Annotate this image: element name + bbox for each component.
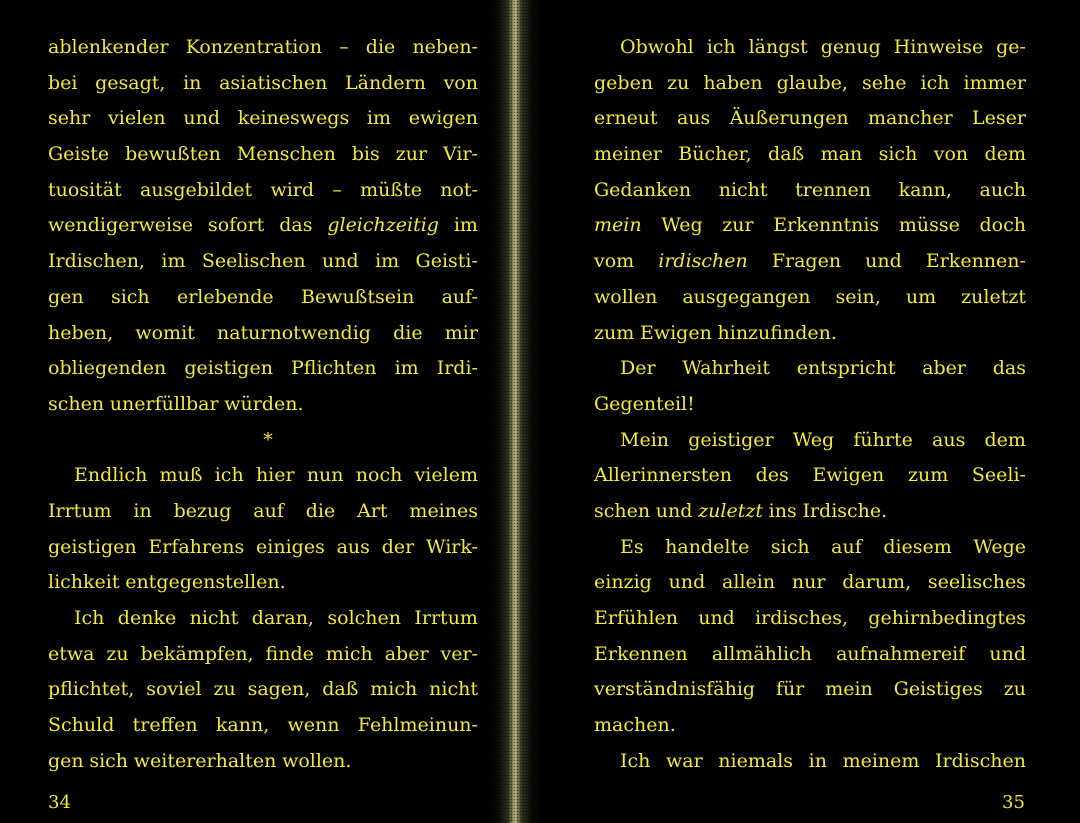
right-page-number: 35 xyxy=(1002,792,1025,813)
word: aber xyxy=(922,357,967,380)
italic-word: mein xyxy=(594,214,642,237)
word: und xyxy=(668,571,706,594)
word: neben- xyxy=(412,36,478,58)
word: auch xyxy=(979,178,1026,201)
text-line xyxy=(48,423,478,459)
word: zu xyxy=(213,678,236,701)
text-line xyxy=(48,351,478,387)
word: Irrtum xyxy=(414,607,478,629)
word: Ewigen xyxy=(639,321,712,344)
text-line xyxy=(48,637,478,673)
word: nicht xyxy=(189,607,239,629)
book-gutter xyxy=(486,0,544,823)
word: nun xyxy=(306,464,344,487)
word: ge- xyxy=(996,36,1026,58)
italic-word: gleichzeitig xyxy=(327,214,439,237)
word: Vir- xyxy=(443,143,478,166)
word: vom xyxy=(594,250,635,273)
word: seelisches xyxy=(927,571,1026,594)
word: ins xyxy=(768,499,797,522)
word: Wahrheit xyxy=(682,357,771,380)
word: daß xyxy=(322,678,359,701)
word: sofort xyxy=(207,214,265,237)
word: Geisti- xyxy=(415,250,478,273)
word: allein xyxy=(722,571,776,594)
word: entgegenstellen. xyxy=(125,571,286,594)
word: schen xyxy=(594,499,651,522)
text-line xyxy=(594,601,1026,637)
text-line xyxy=(594,708,1026,744)
word: die xyxy=(305,499,336,522)
text-line xyxy=(48,387,478,423)
word: in xyxy=(133,499,152,522)
word: solchen xyxy=(327,607,401,629)
word: ausgebildet xyxy=(140,178,253,201)
right-page-text xyxy=(594,30,1026,779)
word: gen xyxy=(48,285,84,308)
word: Menschen xyxy=(236,143,336,166)
word: daran, xyxy=(251,607,314,629)
word: sehe xyxy=(861,71,907,94)
word: die xyxy=(365,36,396,58)
word: ver- xyxy=(440,642,478,665)
word: denke xyxy=(117,607,177,629)
word: sein, xyxy=(835,285,881,308)
word: trennen xyxy=(795,178,872,201)
word: etwa xyxy=(48,642,95,665)
word: aber xyxy=(384,642,429,665)
word: verständnisfähig xyxy=(594,678,756,701)
word: man xyxy=(820,143,863,166)
word: – xyxy=(332,178,342,201)
word: war xyxy=(666,749,703,772)
word: Pflichten xyxy=(290,357,377,380)
word: auf xyxy=(831,535,862,558)
word: pflichtet, xyxy=(48,678,135,701)
word: zu xyxy=(1003,678,1026,701)
word: ablenkender xyxy=(48,36,169,58)
word: sich xyxy=(878,143,918,166)
word: zu xyxy=(667,71,690,94)
text-line xyxy=(48,280,478,316)
word: im xyxy=(161,250,186,273)
word: geben xyxy=(594,71,654,94)
word: kann, xyxy=(215,714,270,737)
word: vielem xyxy=(414,464,478,487)
word: Endlich xyxy=(74,464,148,487)
word: – xyxy=(339,36,349,58)
word: mich xyxy=(370,678,418,701)
word: von xyxy=(933,143,969,166)
word: doch xyxy=(979,214,1026,237)
word: ich xyxy=(214,464,244,487)
text-line xyxy=(48,30,478,66)
word: soviel xyxy=(146,678,202,701)
word: sagen, xyxy=(247,678,311,701)
text-line xyxy=(48,316,478,352)
text-line xyxy=(594,30,1026,66)
word: Mein xyxy=(620,428,670,451)
word: bekämpfen, xyxy=(140,642,254,665)
word: Äußerungen xyxy=(729,107,849,130)
word: Wege xyxy=(973,535,1026,558)
word: um xyxy=(905,285,937,308)
word: Seeli- xyxy=(971,464,1026,487)
word: ich xyxy=(920,71,950,94)
text-line xyxy=(594,565,1026,601)
word: aus xyxy=(336,535,370,558)
word: Ewigen xyxy=(812,464,885,487)
word: entspricht xyxy=(796,357,896,380)
word: Art xyxy=(357,499,388,522)
word: in xyxy=(808,749,827,772)
word: Erkennen- xyxy=(925,250,1026,273)
word: wendigerweise xyxy=(48,214,194,237)
word: sich xyxy=(110,285,150,308)
word: Irrtum xyxy=(48,499,112,522)
word: einzig xyxy=(594,571,652,594)
word: Erkennen xyxy=(594,642,688,665)
word: einiges xyxy=(256,535,325,558)
word: nur xyxy=(791,571,826,594)
word: womit xyxy=(135,321,195,344)
word: Erfahrens xyxy=(148,535,245,558)
word: immer xyxy=(963,71,1026,94)
word: Wirk- xyxy=(426,535,478,558)
text-line xyxy=(594,494,1026,530)
word: Irdischen xyxy=(935,749,1026,772)
text-line xyxy=(594,744,1026,780)
text-line xyxy=(48,494,478,530)
word: mein xyxy=(825,678,873,701)
word: Irdi- xyxy=(436,357,478,380)
word: wollen. xyxy=(282,749,352,772)
word: wollen xyxy=(594,285,658,308)
word: nicht xyxy=(429,678,478,701)
word: aus xyxy=(932,428,966,451)
word: mancher xyxy=(867,107,953,130)
word: obliegenden xyxy=(48,357,167,380)
word: Irdischen, xyxy=(48,250,145,273)
text-line xyxy=(48,173,478,209)
text-line xyxy=(48,744,478,780)
word: noch xyxy=(355,464,403,487)
word: geistigen xyxy=(48,535,137,558)
word: Es xyxy=(620,535,644,558)
word: muß xyxy=(159,464,203,487)
text-line xyxy=(594,316,1026,352)
word: vielen xyxy=(108,107,166,130)
word: erneut xyxy=(594,107,658,130)
word: hier xyxy=(255,464,295,487)
word: und xyxy=(865,250,902,273)
text-line xyxy=(594,66,1026,102)
word: das xyxy=(992,357,1026,380)
word: des xyxy=(755,464,789,487)
text-line xyxy=(48,244,478,280)
word: meinem xyxy=(842,749,920,772)
word: auf- xyxy=(441,285,478,308)
word: aus xyxy=(676,107,711,130)
word: Ländern xyxy=(345,71,426,94)
word: machen. xyxy=(594,714,676,737)
left-page-number: 34 xyxy=(48,792,71,813)
word: zuletzt xyxy=(961,285,1026,308)
word: von xyxy=(443,71,478,94)
word: handelte xyxy=(665,535,750,558)
word: bewußten xyxy=(125,143,221,166)
word: müsse xyxy=(898,214,960,237)
word: weitererhalten xyxy=(133,749,277,772)
word: müßte xyxy=(360,178,422,201)
word: und xyxy=(989,642,1026,665)
word: irdisches, xyxy=(755,607,849,629)
word: bis xyxy=(351,143,380,166)
word: not- xyxy=(440,178,478,201)
word: zur xyxy=(395,143,428,166)
word: gehirnbedingtes xyxy=(868,607,1026,629)
text-line xyxy=(48,565,478,601)
word: für xyxy=(775,678,805,701)
word: zur xyxy=(722,214,754,237)
word: längst xyxy=(748,36,808,58)
word: darum, xyxy=(842,571,912,594)
italic-word: irdischen xyxy=(658,250,748,273)
word: Geiste xyxy=(48,143,110,166)
word: Ich xyxy=(74,607,105,629)
word: und xyxy=(698,607,735,629)
word: aufnahmereif xyxy=(836,642,966,665)
word: hinzufinden. xyxy=(717,321,837,344)
word: in xyxy=(183,71,202,94)
word: zum xyxy=(594,321,635,344)
word: Erfühlen xyxy=(594,607,679,629)
word: dem xyxy=(984,428,1026,451)
word: bezug xyxy=(173,499,232,522)
word: die xyxy=(393,321,423,344)
text-line xyxy=(48,458,478,494)
word: würden. xyxy=(224,392,304,415)
text-line xyxy=(594,637,1026,673)
word: und xyxy=(183,107,220,130)
word: finde xyxy=(265,642,314,665)
word: Der xyxy=(620,357,656,380)
word: sehr xyxy=(48,107,91,130)
word: Fragen xyxy=(771,250,842,273)
word: schen xyxy=(48,392,105,415)
word: mich xyxy=(325,642,373,665)
text-line xyxy=(594,244,1026,280)
word: ewigen xyxy=(408,107,478,130)
word: glaube, xyxy=(776,71,848,94)
text-line xyxy=(48,530,478,566)
word: niemals xyxy=(718,749,794,772)
word: auf xyxy=(253,499,284,522)
word: meiner xyxy=(594,143,662,166)
word: Schuld xyxy=(48,714,115,737)
word: genug xyxy=(820,36,881,58)
word: Obwohl xyxy=(620,36,694,58)
word: mir xyxy=(444,321,478,344)
text-line xyxy=(594,137,1026,173)
word: lichkeit xyxy=(48,571,120,594)
text-line xyxy=(594,351,1026,387)
word: wenn xyxy=(287,714,340,737)
word: haben xyxy=(703,71,763,94)
word: Ich xyxy=(620,749,651,772)
word: sich xyxy=(89,749,129,772)
word: im xyxy=(366,107,391,130)
text-line xyxy=(594,101,1026,137)
word: zum xyxy=(907,464,949,487)
word: ausgegangen xyxy=(682,285,811,308)
word: führte xyxy=(853,428,913,451)
text-line xyxy=(594,530,1026,566)
word: Irdische. xyxy=(802,499,888,522)
text-line xyxy=(48,601,478,637)
word: das xyxy=(279,214,313,237)
word: meines xyxy=(409,499,478,522)
word: naturnotwendig xyxy=(216,321,371,344)
word: allmählich xyxy=(711,642,812,665)
left-page-text xyxy=(48,30,478,779)
word: gesagt, xyxy=(95,71,166,94)
word: und xyxy=(322,250,359,273)
word: im xyxy=(453,214,478,237)
italic-word: zuletzt xyxy=(698,499,763,522)
word: Gedanken xyxy=(594,178,692,201)
word: unerfüllbar xyxy=(109,392,219,415)
word: Bewußtsein xyxy=(300,285,415,308)
word: Gegenteil! xyxy=(594,392,695,415)
word: Hinweise xyxy=(893,36,984,58)
word: Seelischen xyxy=(201,250,306,273)
text-line xyxy=(594,280,1026,316)
word: im xyxy=(375,250,400,273)
text-line xyxy=(48,66,478,102)
word: heben, xyxy=(48,321,114,344)
word: asiatischen xyxy=(219,71,328,94)
word: Allerinnersten xyxy=(594,464,732,487)
word: treffen xyxy=(132,714,198,737)
word: keineswegs xyxy=(237,107,350,130)
text-line xyxy=(594,173,1026,209)
word: tuosität xyxy=(48,178,122,201)
word: erlebende xyxy=(176,285,274,308)
word: bei xyxy=(48,71,78,94)
text-line xyxy=(594,208,1026,244)
word: geistigen xyxy=(184,357,273,380)
word: Erkenntnis xyxy=(773,214,880,237)
word: und xyxy=(655,499,693,522)
text-line xyxy=(48,137,478,173)
word: zu xyxy=(106,642,129,665)
word: Leser xyxy=(972,107,1026,130)
text-line xyxy=(48,672,478,708)
text-line xyxy=(48,208,478,244)
word: geistiger xyxy=(688,428,774,451)
word: Fehlmeinun- xyxy=(357,714,478,737)
word: Konzentration xyxy=(185,36,322,58)
word: daß xyxy=(768,143,805,166)
word: Weg xyxy=(661,214,703,237)
word: * xyxy=(263,428,273,451)
word: dem xyxy=(984,143,1026,166)
word: kann, xyxy=(898,178,952,201)
text-line xyxy=(594,387,1026,423)
word: im xyxy=(394,357,419,380)
text-line xyxy=(594,458,1026,494)
word: Bücher, xyxy=(678,143,752,166)
word: wird xyxy=(270,178,315,201)
text-line xyxy=(48,708,478,744)
word: sich xyxy=(770,535,810,558)
word: Weg xyxy=(792,428,835,451)
word: gen xyxy=(48,749,84,772)
word: nicht xyxy=(718,178,768,201)
word: ich xyxy=(706,36,736,58)
word: der xyxy=(381,535,415,558)
text-line xyxy=(594,672,1026,708)
text-line xyxy=(48,101,478,137)
word: Geistiges xyxy=(893,678,983,701)
text-line xyxy=(594,423,1026,459)
word: diesem xyxy=(883,535,952,558)
